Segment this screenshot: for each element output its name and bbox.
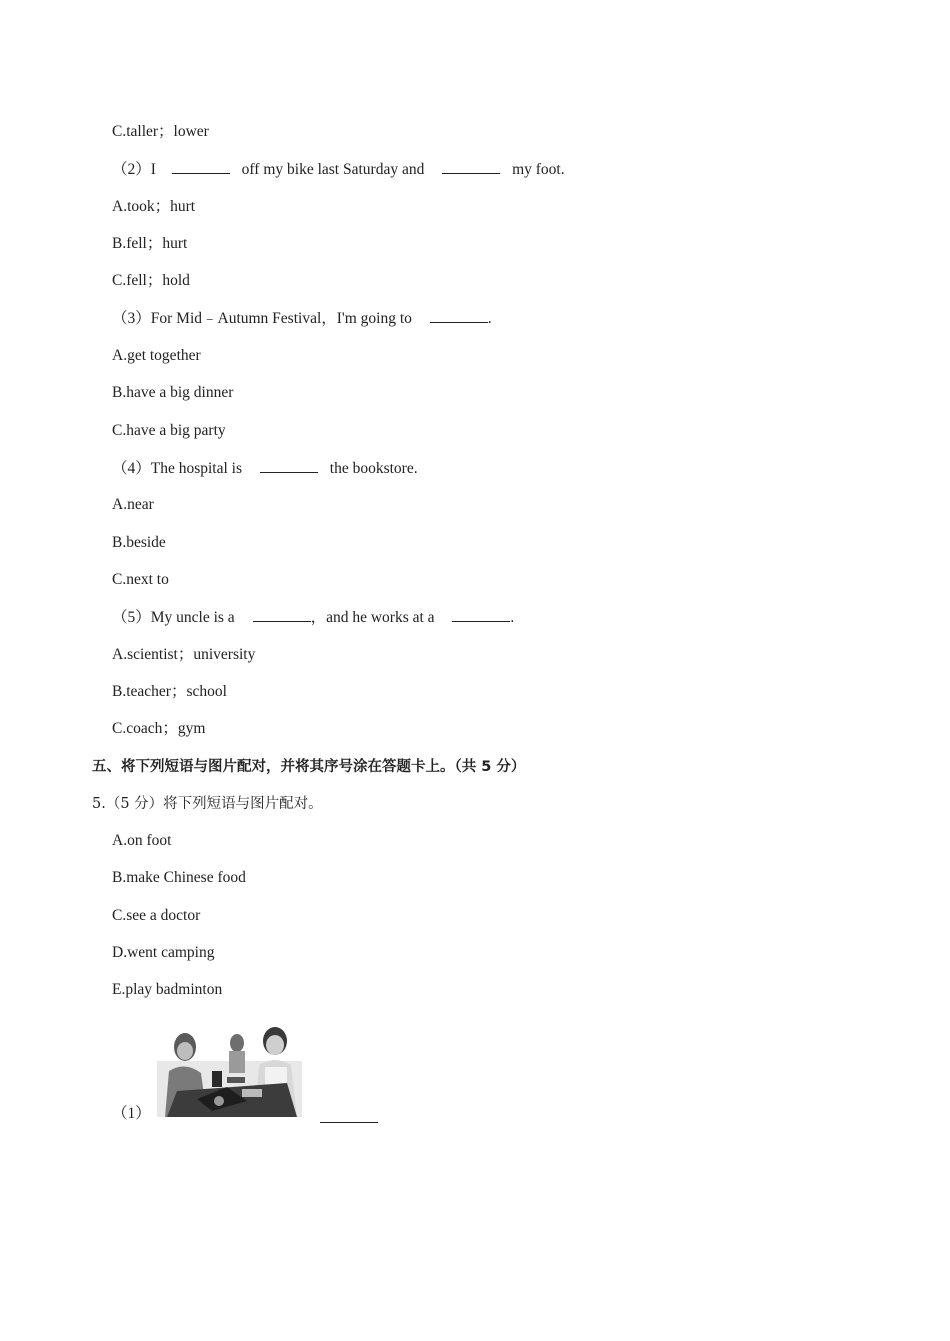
answer-blank[interactable]	[172, 159, 230, 174]
question-3-end-text: .	[487, 310, 492, 327]
option-c: C.coach；gym	[112, 720, 206, 737]
question-5	[112, 607, 514, 628]
question-4	[112, 458, 418, 479]
question-5-text: （5）My uncle is a	[112, 609, 235, 626]
section-heading: 五、将下列短语与图片配对，并将其序号涂在答题卡上。（共 5 分）	[92, 759, 526, 775]
question-2-number: （2）I	[112, 161, 156, 178]
answer-blank-item-1[interactable]	[320, 1108, 378, 1123]
option-c-taller-lower: C.taller；lower	[112, 123, 209, 140]
question-3-text: （3）For Mid﹣Autumn Festival，I'm going to	[112, 310, 412, 327]
option-b: B.teacher；school	[112, 683, 227, 700]
option-b: B.fell；hurt	[112, 235, 188, 252]
question-5-end-text: .	[510, 609, 515, 626]
option-b: B.have a big dinner	[112, 384, 234, 401]
question-3	[112, 308, 492, 329]
question-4-text: （4）The hospital is	[112, 460, 243, 477]
option-c: C.fell；hold	[112, 272, 190, 289]
option-c: C.have a big party	[112, 422, 226, 439]
phrase-a: A.on foot	[112, 832, 172, 849]
option-a: A.get together	[112, 347, 201, 364]
answer-blank[interactable]	[253, 607, 311, 622]
option-a: A.took；hurt	[112, 198, 196, 215]
answer-blank[interactable]	[430, 308, 488, 323]
answer-blank[interactable]	[442, 159, 500, 174]
answer-blank[interactable]	[452, 607, 510, 622]
phrase-c: C.see a doctor	[112, 907, 201, 924]
phrase-d: D.went camping	[112, 944, 215, 961]
phrase-e: E.play badminton	[112, 981, 223, 998]
question-2-end-text: my foot.	[512, 161, 565, 178]
option-a: A.scientist；university	[112, 646, 256, 663]
option-c: C.next to	[112, 571, 169, 588]
picture-people-cooking	[157, 1021, 302, 1117]
question-2	[112, 159, 565, 180]
question-2-middle-text: off my bike last Saturday and	[241, 161, 425, 178]
answer-blank[interactable]	[260, 458, 318, 473]
phrase-b: B.make Chinese food	[112, 869, 246, 886]
picture-item-1-label: （1）	[112, 1105, 151, 1122]
question-5-middle-text: ，and he works at a	[310, 609, 435, 626]
option-a: A.near	[112, 496, 154, 513]
option-b: B.beside	[112, 534, 166, 551]
question-5-instruction: 5.（5 分）将下列短语与图片配对。	[92, 796, 323, 812]
question-4-end-text: the bookstore.	[329, 460, 418, 477]
